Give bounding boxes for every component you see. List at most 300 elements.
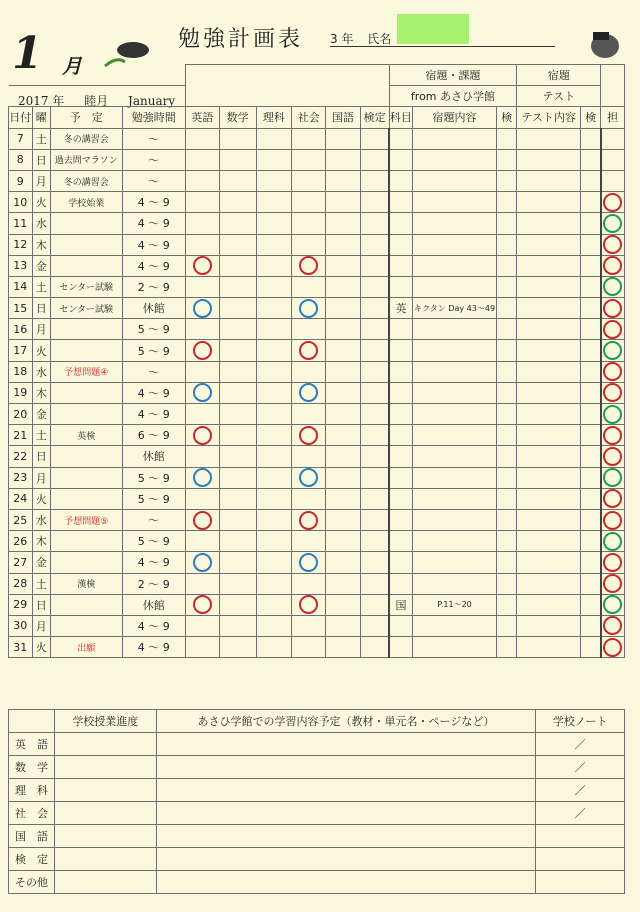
cell-数学[interactable] [219,382,256,403]
cell-plan[interactable] [50,615,122,636]
cell-国語[interactable] [326,446,361,467]
cell-time[interactable]: 4 〜 9 [122,404,185,425]
cell-day[interactable]: 20 [9,404,33,425]
cell-理科[interactable] [256,340,292,361]
cell-検定[interactable] [360,192,389,213]
cell-day[interactable]: 10 [9,192,33,213]
cell-英語[interactable] [185,213,219,234]
cell-宿題内容[interactable] [413,255,497,276]
cell-宿題内容[interactable] [413,382,497,403]
cell-time[interactable]: 〜 [122,128,185,149]
asahi-plan-cell[interactable] [156,756,535,779]
cell-社会[interactable] [292,213,326,234]
school-notes-cell[interactable]: ／ [536,802,625,825]
cell-time[interactable]: 4 〜 9 [122,615,185,636]
cell-社会[interactable] [292,509,326,530]
cell-数学[interactable] [219,192,256,213]
cell-宿題内容[interactable] [413,425,497,446]
cell-テスト内容[interactable] [517,404,580,425]
cell-検[interactable] [580,425,600,446]
cell-dow[interactable]: 金 [32,404,50,425]
cell-検[interactable] [497,255,517,276]
cell-国語[interactable] [326,128,361,149]
cell-英語[interactable] [185,128,219,149]
cell-社会[interactable] [292,552,326,573]
cell-検定[interactable] [360,128,389,149]
cell-科目[interactable] [389,552,413,573]
cell-国語[interactable] [326,234,361,255]
cell-検定[interactable] [360,531,389,552]
cell-day[interactable]: 19 [9,382,33,403]
cell-dow[interactable]: 火 [32,637,50,658]
cell-科目[interactable]: 英 [389,298,413,319]
cell-time[interactable]: 休館 [122,594,185,615]
cell-dow[interactable]: 火 [32,340,50,361]
cell-科目[interactable] [389,192,413,213]
cell-検[interactable] [580,276,600,297]
cell-検定[interactable] [360,573,389,594]
cell-社会[interactable] [292,276,326,297]
cell-理科[interactable] [256,276,292,297]
cell-数学[interactable] [219,128,256,149]
cell-理科[interactable] [256,467,292,488]
school-progress-cell[interactable] [54,825,156,848]
cell-社会[interactable] [292,170,326,191]
cell-検[interactable] [497,446,517,467]
cell-plan[interactable] [50,319,122,340]
cell-社会[interactable] [292,298,326,319]
cell-検[interactable] [497,319,517,340]
cell-英語[interactable] [185,404,219,425]
cell-検定[interactable] [360,425,389,446]
cell-検定[interactable] [360,319,389,340]
cell-検[interactable] [580,192,600,213]
cell-理科[interactable] [256,382,292,403]
cell-英語[interactable] [185,149,219,170]
cell-理科[interactable] [256,509,292,530]
cell-検[interactable] [497,149,517,170]
cell-数学[interactable] [219,340,256,361]
cell-英語[interactable] [185,594,219,615]
cell-day[interactable]: 16 [9,319,33,340]
cell-dow[interactable]: 水 [32,509,50,530]
cell-day[interactable]: 13 [9,255,33,276]
cell-day[interactable]: 11 [9,213,33,234]
school-progress-cell[interactable] [54,779,156,802]
cell-英語[interactable] [185,531,219,552]
cell-検[interactable] [497,573,517,594]
cell-検[interactable] [580,234,600,255]
cell-dow[interactable]: 土 [32,573,50,594]
cell-検[interactable] [497,128,517,149]
cell-理科[interactable] [256,319,292,340]
school-notes-cell[interactable] [536,825,625,848]
cell-plan[interactable] [50,255,122,276]
cell-社会[interactable] [292,234,326,255]
cell-テスト内容[interactable] [517,425,580,446]
cell-day[interactable]: 29 [9,594,33,615]
cell-time[interactable]: 2 〜 9 [122,276,185,297]
cell-理科[interactable] [256,361,292,382]
cell-宿題内容[interactable] [413,615,497,636]
cell-検定[interactable] [360,234,389,255]
cell-数学[interactable] [219,552,256,573]
cell-検定[interactable] [360,149,389,170]
cell-数学[interactable] [219,615,256,636]
cell-検[interactable] [497,170,517,191]
cell-検[interactable] [497,488,517,509]
cell-検定[interactable] [360,340,389,361]
cell-テスト内容[interactable] [517,531,580,552]
cell-担[interactable] [601,425,625,446]
cell-宿題内容[interactable] [413,276,497,297]
cell-検[interactable] [497,298,517,319]
cell-day[interactable]: 31 [9,637,33,658]
asahi-plan-cell[interactable] [156,802,535,825]
cell-理科[interactable] [256,425,292,446]
cell-plan[interactable]: 冬の講習会 [50,170,122,191]
cell-テスト内容[interactable] [517,340,580,361]
cell-検定[interactable] [360,276,389,297]
cell-数学[interactable] [219,594,256,615]
cell-検[interactable] [580,361,600,382]
asahi-plan-cell[interactable] [156,871,535,894]
cell-国語[interactable] [326,361,361,382]
cell-数学[interactable] [219,404,256,425]
cell-plan[interactable] [50,531,122,552]
cell-社会[interactable] [292,531,326,552]
cell-検[interactable] [497,404,517,425]
cell-宿題内容[interactable] [413,531,497,552]
cell-担[interactable] [601,552,625,573]
cell-科目[interactable] [389,446,413,467]
cell-宿題内容[interactable] [413,128,497,149]
cell-検[interactable] [580,404,600,425]
cell-検[interactable] [580,467,600,488]
cell-検[interactable] [497,340,517,361]
cell-dow[interactable]: 火 [32,192,50,213]
asahi-plan-cell[interactable] [156,779,535,802]
cell-検定[interactable] [360,509,389,530]
cell-科目[interactable] [389,509,413,530]
cell-dow[interactable]: 日 [32,446,50,467]
cell-plan[interactable]: 冬の講習会 [50,128,122,149]
cell-検定[interactable] [360,404,389,425]
cell-科目[interactable] [389,361,413,382]
cell-科目[interactable] [389,467,413,488]
cell-社会[interactable] [292,149,326,170]
cell-plan[interactable]: 予想問題④ [50,361,122,382]
cell-time[interactable]: 5 〜 9 [122,488,185,509]
school-progress-cell[interactable] [54,871,156,894]
cell-担[interactable] [601,404,625,425]
cell-国語[interactable] [326,149,361,170]
cell-day[interactable]: 26 [9,531,33,552]
cell-英語[interactable] [185,552,219,573]
cell-英語[interactable] [185,509,219,530]
cell-dow[interactable]: 土 [32,128,50,149]
cell-社会[interactable] [292,573,326,594]
cell-理科[interactable] [256,446,292,467]
cell-宿題内容[interactable] [413,509,497,530]
cell-検[interactable] [497,425,517,446]
cell-time[interactable]: 2 〜 9 [122,573,185,594]
cell-宿題内容[interactable] [413,573,497,594]
cell-検[interactable] [580,594,600,615]
cell-plan[interactable] [50,594,122,615]
cell-検[interactable] [497,382,517,403]
cell-検定[interactable] [360,213,389,234]
cell-英語[interactable] [185,234,219,255]
cell-理科[interactable] [256,594,292,615]
cell-国語[interactable] [326,170,361,191]
cell-数学[interactable] [219,573,256,594]
cell-科目[interactable] [389,404,413,425]
cell-plan[interactable] [50,213,122,234]
cell-テスト内容[interactable] [517,255,580,276]
cell-科目[interactable] [389,319,413,340]
cell-科目[interactable] [389,128,413,149]
cell-国語[interactable] [326,594,361,615]
cell-宿題内容[interactable] [413,404,497,425]
cell-検[interactable] [497,552,517,573]
cell-検定[interactable] [360,467,389,488]
cell-検定[interactable] [360,488,389,509]
cell-理科[interactable] [256,128,292,149]
cell-dow[interactable]: 土 [32,276,50,297]
cell-検[interactable] [497,594,517,615]
cell-day[interactable]: 8 [9,149,33,170]
cell-time[interactable]: 6 〜 9 [122,425,185,446]
cell-検定[interactable] [360,446,389,467]
cell-dow[interactable]: 日 [32,594,50,615]
cell-科目[interactable] [389,382,413,403]
cell-科目[interactable] [389,234,413,255]
cell-社会[interactable] [292,361,326,382]
cell-dow[interactable]: 木 [32,234,50,255]
cell-time[interactable]: 〜 [122,361,185,382]
cell-理科[interactable] [256,404,292,425]
cell-plan[interactable] [50,340,122,361]
cell-数学[interactable] [219,488,256,509]
cell-検[interactable] [497,192,517,213]
cell-検定[interactable] [360,637,389,658]
cell-テスト内容[interactable] [517,128,580,149]
cell-検[interactable] [580,615,600,636]
cell-day[interactable]: 30 [9,615,33,636]
cell-dow[interactable]: 水 [32,213,50,234]
cell-day[interactable]: 23 [9,467,33,488]
cell-検[interactable] [580,446,600,467]
cell-担[interactable] [601,446,625,467]
cell-検[interactable] [580,213,600,234]
cell-dow[interactable]: 月 [32,170,50,191]
cell-検定[interactable] [360,552,389,573]
cell-英語[interactable] [185,467,219,488]
cell-time[interactable]: 4 〜 9 [122,213,185,234]
cell-国語[interactable] [326,213,361,234]
asahi-plan-cell[interactable] [156,733,535,756]
cell-英語[interactable] [185,637,219,658]
cell-数学[interactable] [219,213,256,234]
cell-科目[interactable] [389,255,413,276]
cell-英語[interactable] [185,615,219,636]
school-progress-cell[interactable] [54,733,156,756]
cell-数学[interactable] [219,255,256,276]
school-notes-cell[interactable] [536,871,625,894]
cell-科目[interactable] [389,425,413,446]
cell-宿題内容[interactable] [413,340,497,361]
cell-数学[interactable] [219,531,256,552]
cell-理科[interactable] [256,615,292,636]
cell-担[interactable] [601,170,625,191]
cell-time[interactable]: 4 〜 9 [122,192,185,213]
cell-科目[interactable] [389,213,413,234]
cell-検[interactable] [497,615,517,636]
cell-担[interactable] [601,637,625,658]
cell-国語[interactable] [326,255,361,276]
cell-国語[interactable] [326,615,361,636]
cell-テスト内容[interactable] [517,276,580,297]
cell-科目[interactable] [389,170,413,191]
cell-数学[interactable] [219,170,256,191]
cell-社会[interactable] [292,192,326,213]
cell-英語[interactable] [185,298,219,319]
asahi-plan-cell[interactable] [156,848,535,871]
cell-担[interactable] [601,192,625,213]
cell-time[interactable]: 5 〜 9 [122,467,185,488]
cell-英語[interactable] [185,425,219,446]
cell-テスト内容[interactable] [517,552,580,573]
cell-数学[interactable] [219,637,256,658]
cell-テスト内容[interactable] [517,298,580,319]
cell-time[interactable]: 5 〜 9 [122,531,185,552]
cell-テスト内容[interactable] [517,149,580,170]
cell-plan[interactable] [50,382,122,403]
cell-plan[interactable]: センター試験 [50,298,122,319]
cell-数学[interactable] [219,467,256,488]
cell-英語[interactable] [185,361,219,382]
cell-検[interactable] [497,637,517,658]
cell-検[interactable] [580,128,600,149]
cell-科目[interactable] [389,149,413,170]
cell-検[interactable] [580,552,600,573]
cell-検[interactable] [580,573,600,594]
cell-plan[interactable] [50,488,122,509]
cell-dow[interactable]: 金 [32,255,50,276]
cell-day[interactable]: 24 [9,488,33,509]
cell-宿題内容[interactable] [413,170,497,191]
cell-社会[interactable] [292,615,326,636]
cell-plan[interactable] [50,446,122,467]
cell-理科[interactable] [256,149,292,170]
cell-国語[interactable] [326,509,361,530]
cell-宿題内容[interactable] [413,467,497,488]
cell-国語[interactable] [326,340,361,361]
cell-担[interactable] [601,319,625,340]
cell-dow[interactable]: 日 [32,149,50,170]
cell-検[interactable] [497,276,517,297]
cell-担[interactable] [601,509,625,530]
cell-国語[interactable] [326,531,361,552]
cell-数学[interactable] [219,446,256,467]
cell-検[interactable] [580,298,600,319]
cell-dow[interactable]: 火 [32,488,50,509]
cell-検[interactable] [580,170,600,191]
cell-国語[interactable] [326,192,361,213]
cell-day[interactable]: 21 [9,425,33,446]
cell-plan[interactable]: 予想問題⑤ [50,509,122,530]
cell-理科[interactable] [256,531,292,552]
cell-plan[interactable] [50,467,122,488]
cell-宿題内容[interactable] [413,488,497,509]
cell-plan[interactable] [50,404,122,425]
cell-検[interactable] [497,509,517,530]
cell-検定[interactable] [360,615,389,636]
cell-day[interactable]: 17 [9,340,33,361]
cell-英語[interactable] [185,446,219,467]
cell-time[interactable]: 〜 [122,149,185,170]
cell-day[interactable]: 18 [9,361,33,382]
cell-科目[interactable]: 国 [389,594,413,615]
cell-国語[interactable] [326,573,361,594]
cell-テスト内容[interactable] [517,467,580,488]
cell-time[interactable]: 〜 [122,509,185,530]
cell-担[interactable] [601,276,625,297]
cell-テスト内容[interactable] [517,637,580,658]
cell-day[interactable]: 22 [9,446,33,467]
cell-宿題内容[interactable]: キクタン Day 43〜49 [413,298,497,319]
cell-担[interactable] [601,213,625,234]
cell-国語[interactable] [326,467,361,488]
cell-検[interactable] [497,467,517,488]
cell-テスト内容[interactable] [517,170,580,191]
cell-検[interactable] [580,340,600,361]
cell-数学[interactable] [219,319,256,340]
cell-担[interactable] [601,615,625,636]
cell-社会[interactable] [292,404,326,425]
cell-テスト内容[interactable] [517,213,580,234]
cell-time[interactable]: 5 〜 9 [122,340,185,361]
cell-担[interactable] [601,340,625,361]
cell-科目[interactable] [389,637,413,658]
cell-社会[interactable] [292,488,326,509]
school-notes-cell[interactable]: ／ [536,733,625,756]
cell-宿題内容[interactable] [413,446,497,467]
cell-科目[interactable] [389,340,413,361]
cell-担[interactable] [601,531,625,552]
cell-国語[interactable] [326,552,361,573]
cell-plan[interactable] [50,552,122,573]
cell-担[interactable] [601,255,625,276]
cell-検定[interactable] [360,594,389,615]
school-notes-cell[interactable]: ／ [536,756,625,779]
cell-英語[interactable] [185,488,219,509]
cell-検定[interactable] [360,255,389,276]
cell-宿題内容[interactable] [413,213,497,234]
cell-国語[interactable] [326,404,361,425]
cell-検[interactable] [580,509,600,530]
school-notes-cell[interactable] [536,848,625,871]
cell-理科[interactable] [256,573,292,594]
cell-テスト内容[interactable] [517,615,580,636]
cell-担[interactable] [601,573,625,594]
cell-検[interactable] [497,213,517,234]
cell-英語[interactable] [185,382,219,403]
cell-plan[interactable]: 英検 [50,425,122,446]
cell-day[interactable]: 7 [9,128,33,149]
cell-time[interactable]: 休館 [122,446,185,467]
